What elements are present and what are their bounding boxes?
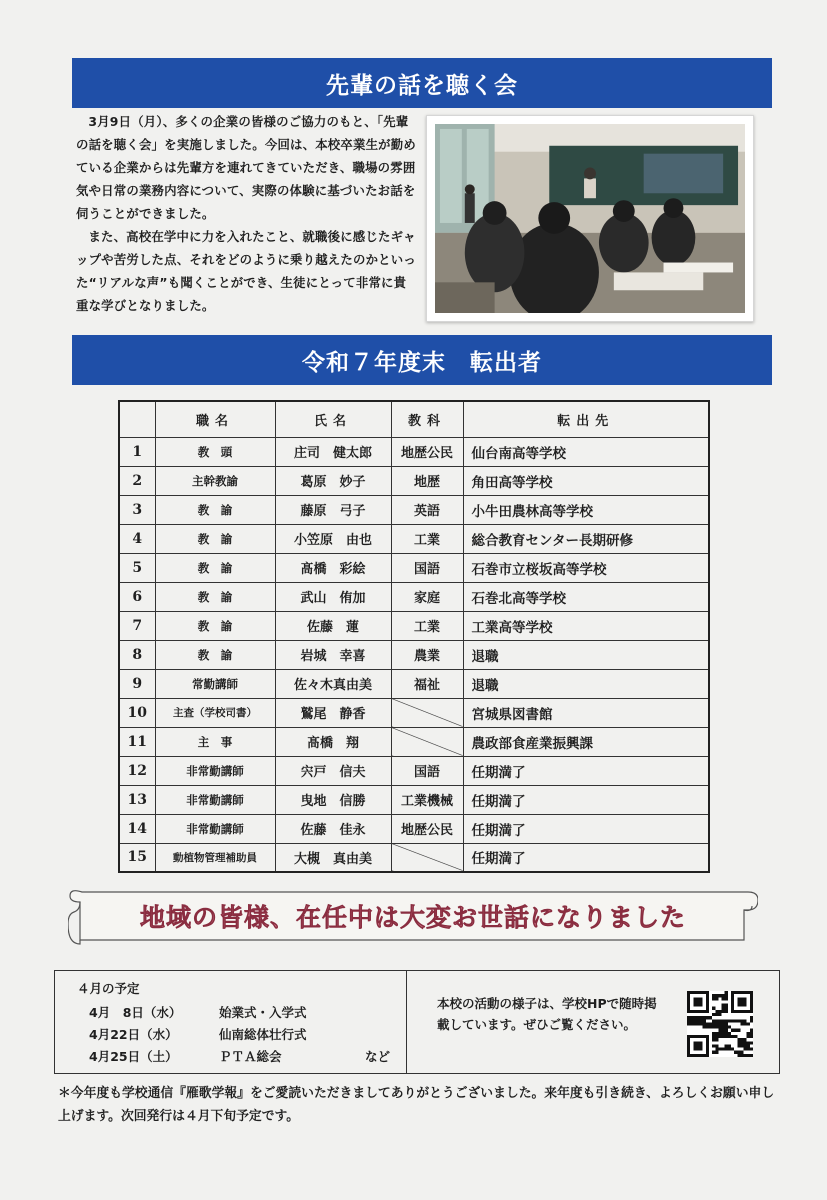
row-name: 髙橋 翔 [275,727,391,756]
table-row [119,669,709,698]
row-destination: 農政部食産業振興課 [463,727,709,756]
row-position: 教 諭 [155,495,275,524]
classroom-photo [426,115,754,322]
section-title-senpai-talk: 先輩の話を聴く会 [72,58,772,108]
table-row [119,727,709,756]
row-subject: 国語 [391,553,463,582]
row-subject [391,843,463,872]
row-number: 8 [119,640,155,669]
row-name: 佐藤 佳永 [275,814,391,843]
row-destination: 仙台南高等学校 [463,437,709,466]
row-number: 2 [119,466,155,495]
header-name: 氏名 [275,401,391,437]
row-destination: 石巻北高等学校 [463,582,709,611]
row-position: 非常勤講師 [155,814,275,843]
schedule-event: 始業式・入学式 [219,1005,307,1020]
row-name: 髙橋 彩絵 [275,553,391,582]
row-number: 4 [119,524,155,553]
row-destination: 任期満了 [463,756,709,785]
row-position: 教 頭 [155,437,275,466]
row-subject: 工業機械 [391,785,463,814]
row-name: 庄司 健太郎 [275,437,391,466]
row-name: 佐藤 蓮 [275,611,391,640]
section-title-transfers: 令和７年度末 転出者 [72,335,772,385]
schedule-title: ４月の予定 [77,981,140,996]
row-subject: 家庭 [391,582,463,611]
table-row [119,814,709,843]
row-number: 6 [119,582,155,611]
row-subject: 農業 [391,640,463,669]
row-number: 9 [119,669,155,698]
row-name: 藤原 弓子 [275,495,391,524]
row-name: 曳地 信勝 [275,785,391,814]
schedule-date: 4月22日（水） [89,1027,178,1042]
row-destination: 工業高等学校 [463,611,709,640]
row-name: 小笠原 由也 [275,524,391,553]
row-subject: 工業 [391,524,463,553]
row-position: 教 諭 [155,611,275,640]
row-position: 教 諭 [155,553,275,582]
row-name: 武山 侑加 [275,582,391,611]
classroom-photo-image [435,124,745,313]
row-number: 10 [119,698,155,727]
schedule-date: 4月 8日（水） [89,1005,182,1020]
row-number: 13 [119,785,155,814]
qr-code-icon[interactable] [687,991,753,1057]
row-name: 佐々木真由美 [275,669,391,698]
row-destination: 任期満了 [463,843,709,872]
schedule-item [89,1003,307,1021]
row-position: 教 諭 [155,640,275,669]
row-subject [391,698,463,727]
row-subject: 地歴公民 [391,437,463,466]
qr-code-graphic [687,991,753,1057]
row-subject: 工業 [391,611,463,640]
table-row [119,495,709,524]
table-row [119,524,709,553]
row-destination: 退職 [463,669,709,698]
event-description [76,110,416,317]
row-name: 大槻 真由美 [275,843,391,872]
row-destination: 任期満了 [463,814,709,843]
table-row [119,843,709,872]
schedule-item [89,1047,282,1065]
row-destination: 総合教育センター長期研修 [463,524,709,553]
table-row [119,785,709,814]
header-position: 職名 [155,401,275,437]
table-row [119,640,709,669]
row-subject [391,727,463,756]
row-number: 15 [119,843,155,872]
row-number: 3 [119,495,155,524]
row-number: 1 [119,437,155,466]
row-destination: 退職 [463,640,709,669]
header-no [119,401,155,437]
table-row [119,756,709,785]
row-number: 14 [119,814,155,843]
row-subject: 国語 [391,756,463,785]
event-paragraph-1: 3月9日（月）、多くの企業の皆様のご協力のもと、「先輩の話を聴く会」を実施しました。今回は、本校卒業生が勤めている企業からは先輩方を連れてきていただき、職場の雰囲気や日常の業務内容について、実際の体験に基づいたお話を伺うことができました。 [76,114,416,221]
table-row [119,611,709,640]
table-header-row [119,401,709,437]
farewell-message: 地域の皆様、在任中は大変お世話になりました [139,903,686,932]
row-destination: 任期満了 [463,785,709,814]
april-schedule [55,971,407,1073]
row-subject: 福祉 [391,669,463,698]
row-name: 宍戸 信夫 [275,756,391,785]
info-box [54,970,780,1074]
row-position: 教 諭 [155,582,275,611]
schedule-date: 4月25日（土） [89,1049,178,1064]
table-row [119,698,709,727]
row-number: 11 [119,727,155,756]
row-name: 鷲尾 静香 [275,698,391,727]
row-position: 常勤講師 [155,669,275,698]
event-paragraph-2: また、高校在学中に力を入れたこと、就職後に感じたギャップや苦労した点、それをどのように乗り越えたのかといった“リアルな声”も聞くことができ、生徒にとって非常に貴重な学びとなりました。 [76,229,416,313]
row-destination: 小牛田農林高等学校 [463,495,709,524]
row-position: 主査（学校司書） [155,698,275,727]
row-position: 動植物管理補助員 [155,843,275,872]
row-subject: 地歴 [391,466,463,495]
schedule-event: 仙南総体壮行式 [219,1027,307,1042]
schedule-item [89,1025,307,1043]
table-row [119,553,709,582]
row-position: 主幹教諭 [155,466,275,495]
row-subject: 地歴公民 [391,814,463,843]
table-row [119,466,709,495]
farewell-banner [68,884,758,950]
row-number: 12 [119,756,155,785]
row-name: 葛原 妙子 [275,466,391,495]
transfer-table [118,400,710,873]
website-note: 本校の活動の様子は、学校HPで随時掲載しています。ぜひご覧ください。 [437,996,657,1032]
schedule-etc: など [365,1049,391,1064]
row-destination: 石巻市立桜坂高等学校 [463,553,709,582]
row-name: 岩城 幸喜 [275,640,391,669]
row-position: 非常勤講師 [155,756,275,785]
row-destination: 宮城県図書館 [463,698,709,727]
row-position: 教 諭 [155,524,275,553]
closing-footnote: ＊今年度も学校通信『雁歌学報』をご愛読いただきましてありがとうございました。来年度も引き続き、よろしくお願い申し上げます。次回発行は４月下旬予定です。 [58,1086,775,1124]
row-number: 7 [119,611,155,640]
row-position: 非常勤講師 [155,785,275,814]
header-subject: 教科 [391,401,463,437]
row-subject: 英語 [391,495,463,524]
row-number: 5 [119,553,155,582]
schedule-event: ＰＴＡ総会 [219,1049,282,1064]
header-destination: 転出先 [463,401,709,437]
table-row [119,437,709,466]
row-destination: 角田高等学校 [463,466,709,495]
table-body [119,437,709,872]
table-row [119,582,709,611]
row-position: 主 事 [155,727,275,756]
